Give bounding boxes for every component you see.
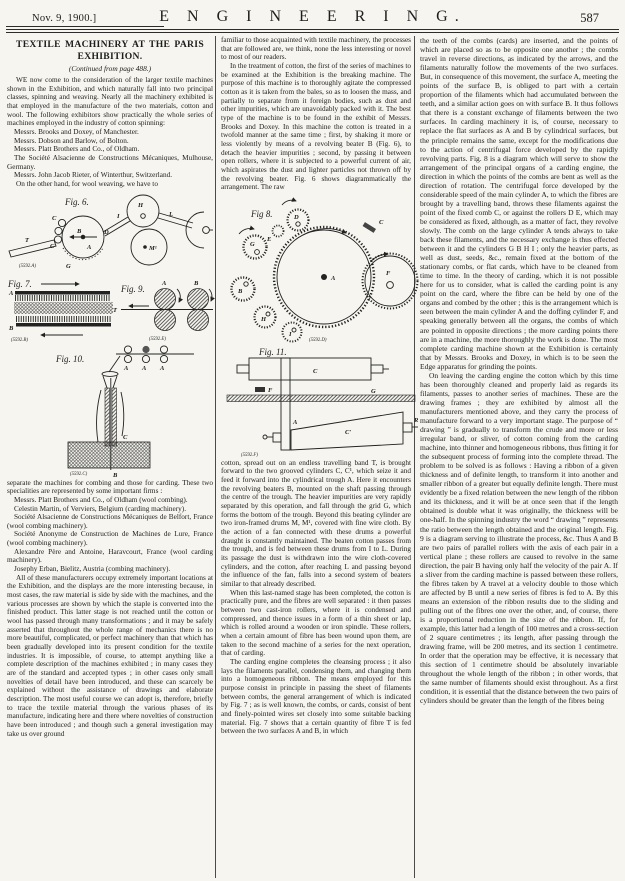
exhibitor-item: The Société Alsacienne de Constructions Mécaniques, Mulhouse, Germany. xyxy=(7,153,213,171)
article-title: TEXTILE MACHINERY AT THE PARIS EXHIBITION. xyxy=(16,39,204,62)
firm-item: Société Anonyme de Construction de Machines de Lure, France (wool combing machinery). xyxy=(7,530,213,548)
fig8-label: Fig 8. xyxy=(251,208,273,219)
fig6-ref: (5592.A) xyxy=(19,263,36,269)
figure-11 xyxy=(221,344,419,458)
exhibitor-item: Messrs. Brooks and Doxey, of Manchester. xyxy=(14,127,139,136)
fig7-drawing xyxy=(7,278,119,342)
fig8-part-G: G xyxy=(250,240,255,248)
figure-10 xyxy=(7,344,213,478)
fig11-ref: (5592.F) xyxy=(241,452,258,458)
fig8-part-A: A xyxy=(331,274,336,282)
fig6-part-M1: M¹ xyxy=(149,244,157,252)
fig6-part-B: B xyxy=(77,227,82,235)
fig11-drawing xyxy=(221,344,423,458)
col2-paragraph-3: cotton, spread out on an endless travelling band T, is brought forward to the two grooved cylinders C, C¹, which seize it and feed it forward into the cylindrical trough A. Here it encounters the revolving beaters B, mounted on the shaft passing through the centre of the trough. The heavier impurities are very rapidly separated by this operation, and fall through the grid G, which forms the bottom of the trough. Beyond this beating cylinder are two iron-framed drums M, M¹, covered with fine wire cloth. By the action of a fan connected with these drums a powerful draught is constantly maintained. The beaten cotton passes from the trough, and is fed between these drums from I to L. During its passage the dust is withdrawn into the wire cloth-covered cylinders, and the cotton, after reaching L and passing beyond the influence of the fan, falls into a second system of beaters similar to that already described. xyxy=(221,458,411,588)
fig10-part-B: B xyxy=(113,471,118,479)
column-2 xyxy=(221,36,419,879)
fig11-part-R: R xyxy=(414,416,419,424)
issue-date: Nov. 9, 1900.] xyxy=(32,13,97,24)
fig6-part-H: H xyxy=(138,201,144,209)
fig10-part-A1: A xyxy=(124,364,129,372)
col1-paragraph-1: WE now come to the consideration of the larger textile machines shown in the Exhibition, and which naturally fall into two principal classes, spinning and weaving. Nearly all the machinery exhibited is that employed in the manufacture of the two materials, cotton and wool. The following exhibitors show practically the whole series of machines employed in the industry of cotton spinning: xyxy=(7,76,213,128)
col1-paragraph-2: On the other hand, for wool weaving, we have to xyxy=(16,179,158,188)
fig6-part-I: I xyxy=(117,212,120,220)
figure-9 xyxy=(121,278,213,342)
col2-paragraph-5: The carding engine completes the cleansing process ; it also lays the filaments parallel, condensing them, and changing them into a homogeneous ribbon. The means employed for this purpose consist in principle in passing the sheet of filaments between combs, the general arrangement of which is indicated by Fig. 7 ; as is well known, the combs, or cards, consist of bent and finely-pointed wires set closely into some suitable backing material. Fig. 7 shows that a certain quantity of fibre T is fed between the two surfaces A and B, in which xyxy=(221,657,411,736)
journal-title: E N G I N E E R I N G. xyxy=(159,8,466,25)
fig8-part-B: B xyxy=(238,287,243,295)
fig8-ref: (5592.D) xyxy=(309,337,327,343)
fig9-rollers-diagram xyxy=(121,288,213,330)
fig6-part-L: L xyxy=(169,210,173,218)
fig10-ref: (5592.C) xyxy=(70,471,88,477)
column-divider-1 xyxy=(215,36,216,878)
fig6-part-D: D xyxy=(104,228,109,236)
firm-item: Alexandre Père and Antoine, Haravcourt, France (wool carding machinery). xyxy=(7,547,213,565)
header-rule-bottom xyxy=(6,32,619,33)
fig7-part-T: T xyxy=(113,306,117,314)
fig8-part-H: H xyxy=(261,315,267,323)
fig9-label: Fig. 9. xyxy=(121,283,145,294)
fig8-part-I: I xyxy=(289,330,292,338)
fig6-part-T: T xyxy=(25,236,29,244)
figure-8 xyxy=(221,193,411,343)
fig6-part-C-upper: C xyxy=(52,214,57,222)
fig11-part-A: A xyxy=(293,418,298,426)
fig9-part-A: A xyxy=(162,279,167,287)
fig8-drawing xyxy=(221,193,423,343)
fig9-part-B: B xyxy=(194,279,199,287)
fig7-part-B: B xyxy=(9,324,14,332)
fig10-part-C: C xyxy=(123,433,128,441)
fig8-part-F: F xyxy=(386,269,391,277)
col3-paragraph-2: On leaving the carding engine the cotton which by this time has been thoroughly cleaned and properly laid as regards its filaments, passes to another series of machines. These are the drawing frames ; they are exhibited by almost all the manufacturers mentioned above, and they carry the process of manufacture forward to a very important stage. The purpose of “ drawing ” is gradually to transform the crude and more or less irregular band, or sliver, of cotton coming from the carding machine, into thinner and homogeneous ribbons, thus fitting it for the subsequent process of forming into the complete thread. The problem to be solved is as follows : Having a ribbon of a given thickness and of definite length, to transform it into another and smaller ribbon of a greater but equally definite length. There must evidently be a fixed relation between the new length of the ribbon and its thickness, and it will be at once seen that if the length obtained is double what it was originally, the thickness will be one-half. In the spinning industry the word “ drawing ” represents the ratio between the length obtained and the original length. Fig. 9 is a diagram serving to illustrate the process, &c. Thus A and B are two pairs of parallel rollers with the axis of each pair in a vertical plane ; these rollers are caused to revolve in the same direction, the pair B having only half the velocity of the pair A. If a sliver from the carding machine is passed between these rollers, the fibres taken by A travel at a velocity double to those which are affected by B until a new series of fibres is fed to A. By this means an extension of the ribbon results due to the sliding and pulling out of the fibres one over the other, and, of course, there is a proportional reduction in the size of the ribbon. If, for example, this latter had a length of 100 metres and a cross-section of 2 square centimetres ; its length, after passing through the drawing frame, will be 200 metres, and its section 1 centimetre. In order that the operation may be effective, it is necessary that this section of 1 centimetre should be absolutely invariable throughout the whole length of the ribbon ; in other words, that the same number of filaments should exist throughout. As a first condition, it is essential that the distance between the two pairs of cylinders should be greater than the length of the fibres being xyxy=(420,370,618,706)
exhibitor-item: Messrs. Platt Brothers and Co., of Oldham. xyxy=(14,145,140,154)
exhibitor-item: Messrs. Dobson and Barlow, of Bolton. xyxy=(14,136,129,145)
fig7-label: Fig. 7. xyxy=(8,278,32,289)
firm-item: Messrs. Platt Brothers and Co., of Oldham (wool combing). xyxy=(14,495,188,504)
fig6-drawing xyxy=(7,190,213,276)
column-1 xyxy=(7,36,213,879)
fig6-part-G: G xyxy=(66,262,71,270)
fig11-label: Fig. 11. xyxy=(259,346,287,357)
fig7-ref: (5592.B) xyxy=(11,337,28,343)
firm-item: Société Alsacienne de Constructions Mécaniques de Belfort, France (wool combing machinery). xyxy=(7,513,213,530)
firm-item: Celestin Martin, of Verviers, Belgium (carding machinery). xyxy=(14,504,187,513)
continued-note: (Continued from page 488.) xyxy=(68,64,152,73)
fig6-label: Fig. 6. xyxy=(65,196,89,207)
fig11-part-F: F xyxy=(268,386,273,394)
fig11-part-G: G xyxy=(371,387,376,395)
column-3 xyxy=(420,36,618,879)
header-rule-top xyxy=(6,29,619,30)
page-number: 587 xyxy=(580,11,599,25)
fig9-drawing xyxy=(121,278,213,342)
fig7-comb-diagram xyxy=(14,284,113,335)
fig10-funnel-diagram xyxy=(68,345,194,469)
fig8-part-E: E xyxy=(267,235,272,243)
col1-paragraph-4: All of these manufacturers occupy extremely important locations at the Exhibition, and the displays are the more interesting because, in most cases, the raw material is side by side with the machines, and the various processes are shown by which the staple is converted into the finished product. This latter stage is not reached until the cotton or wool has passed through many transformations ; and it may be safely asserted that throughout the whole range of mechanics there is no more beautiful, complicated, or perfect machinery than that which has been gradually developed into its present condition for the textile industries. It is impossible, of course, to attempt anything like a complete description of the machines exhibited ; in many cases they are of the standard and accepted types ; in other cases only small novelties of detail have been introduced, and these can scarcely be explained without the assistance of drawings and elaborate description. The most useful course we can adopt is, therefore, briefly to trace the textile material through the various phases of its manufacture, indicating here and there where novelties of construction have been introduced ; and though such a general investigation may take us over ground xyxy=(7,573,213,738)
col2-paragraph-1: familiar to those acquainted with textile machinery, the processes that are followed are, we think, none the less interesting or novel to most of our readers. xyxy=(221,36,411,62)
col2-paragraph-4: When this last-named stage has been completed, the cotton is practically pure, and the fibres are well separated : it then passes between two cast-iron rollers, where it is condensed and compressed, and thence issues in a form of a thin sheet or lap, which is rolled around a wooden or iron spindle. These rollers, when a certain amount of fibre has been wound upon them, are taken to the second machine of a series for the next operation, that of carding. xyxy=(221,588,411,658)
fig10-drawing xyxy=(22,344,198,478)
figure-7 xyxy=(7,278,119,342)
firm-item: Josephy Erban, Bielitz, Austria (combing machinery). xyxy=(14,565,171,574)
fig8-part-C: C xyxy=(379,218,384,226)
fig10-part-A2: A xyxy=(142,364,147,372)
figure-row-7-9 xyxy=(7,277,213,343)
fig7-part-A: A xyxy=(9,289,14,297)
fig8-part-D: D xyxy=(294,213,299,221)
fig6-machine-diagram xyxy=(9,195,213,265)
fig11-part-C-prime: C′ xyxy=(345,428,352,436)
date-underline xyxy=(6,26,164,27)
col1-paragraph-3: separate the machines for combing and those for carding. These two specialities are represented by some important firms : xyxy=(7,478,213,496)
fig6-part-C-lower: C xyxy=(50,242,55,250)
fig10-part-A3: A xyxy=(160,364,165,372)
fig9-ref: (5592.E) xyxy=(149,336,166,342)
col3-paragraph-1: the teeth of the combs (cards) are inserted, and the points of which are placed so as to be opposite one another ; the combs travel in reverse directions, as indicated by the arrows, and the filaments naturally follow the movements of the two surfaces. But, in consequence of this movement, the surface A, meeting the points of the surface B, is obliged to part with a certain proportion of the filaments which had accumulated between the teeth, and a similar action goes on with surface B. It thus follows that there is a constant exchange of filaments between the two surfaces. In carding machinery it is, of course, necessary to replace the flat surfaces as A and B by cylindrical surfaces, but the principle remains the same, except for the modifications due to the action of centrifugal force developed by the rapidly revolving parts. Fig. 8 is a diagram which will serve to show the arrangement of the principal organs of a carding engine, the direction in which the points of the combs are bent as well as the direction of rotation. The centrifugal force developed by the considerable speed of the main cylinder A, to which the fibres are brought by a travelling band, throws these filaments against the point of the fixed comb C, or against the rollers D E, which may be considered as fixed, although, as a matter of fact, they revolve slowly. The comb on the large cylinder A tends always to take back these filaments, and the necessary exchange is thus effected between it and the cylinders G B H I ; only the heavier parts, as well as dust, seeds, &c., remain fixed at the bottom of the stationary combs, or flat cards, which have to be cleaned from time to time. In the theory of carding, which it is not possible here for us to consider, what is called the carding point is any point on the card, where the fibre can be held by one of the organs and combed by the other ; this is the arrangement which is seen between the main cylinder A and the doffing cylinder F, and speaking generally between all the organs, the combs of which are pointed in opposite directions ; the more carding points there are in a machine, the more thoroughly the work is done. The most complete carding machine shown at the Exhibition is certainly that by Messrs. Brooks and Doxey, in which is to be seen the Edge apparatus for grinding the points. xyxy=(420,36,618,371)
exhibitor-item: Messrs. John Jacob Rieter, of Winterthur, Switzerland. xyxy=(14,171,173,180)
figure-6 xyxy=(7,190,213,276)
fig6-part-A: A xyxy=(87,243,92,251)
col2-paragraph-2: In the treatment of cotton, the first of the series of machines to be examined at the Exhibition is the breaking machine. The purpose of this machine is to thoroughly agitate the compressed cotton as it is taken from the bales, so as to loosen the mass, and partially to separate from it foreign bodies, such as dust and other impurities, which are unavoidably packed with it. The best type of the machine is to be found in the exhibit of Messrs. Brooks and Doxey. In this machine the cotton is treated in a twofold manner at the same time ; first, by shaking it more or less violently by means of a revolving beater B (Fig. 6), to detach the heavier impurities ; second, by passing it between open rollers, where it is subjected to a powerful current of air, which aspirates the dust and lighter particles not thrown off by the revolving beater. Fig. 6 shows diagrammatically the arrangement. The raw xyxy=(221,61,411,192)
fig10-label: Fig. 10. xyxy=(56,353,85,364)
fig11-lap-diagram xyxy=(227,358,418,450)
fig11-part-C: C xyxy=(313,367,318,375)
